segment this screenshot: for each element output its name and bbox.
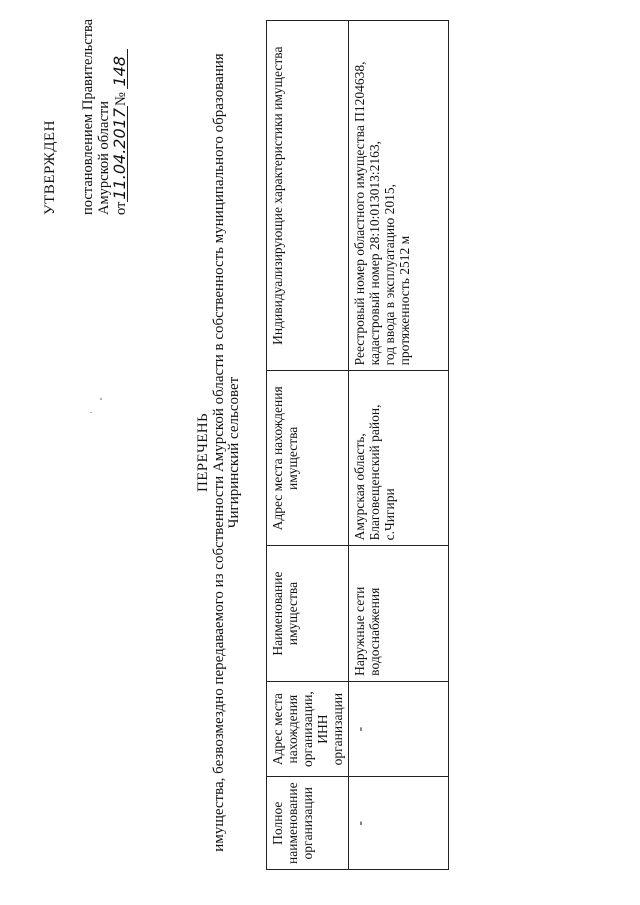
approval-number-prefix: № — [113, 92, 129, 106]
document-heading — [196, 0, 242, 905]
column-header-property-name: Наименование имущества — [267, 546, 349, 681]
approval-date-prefix: от — [113, 201, 129, 215]
column-header-characteristics: Индивидуализирующие характеристики имущества — [267, 21, 349, 371]
cell-characteristics — [349, 21, 449, 371]
scan-speck — [90, 412, 92, 413]
approval-line-2: Амурской области — [96, 101, 112, 215]
cell-property-address: Амурская область, Благовещенский район, с.Чигири — [349, 371, 449, 546]
document-subtitle-line-2: Чигиринский сельсовет — [226, 376, 242, 529]
approval-number: 148 — [112, 49, 128, 89]
table-header-row — [267, 21, 349, 870]
characteristic-line: протяженность 2512 м — [397, 235, 412, 366]
characteristic-line: год ввода в эксплуатацию 2015, — [382, 184, 397, 366]
approval-title: УТВЕРЖДЕН — [42, 120, 58, 215]
approval-stamp — [42, 5, 129, 215]
table-row — [349, 21, 449, 870]
document-title: ПЕРЕЧЕНЬ — [195, 412, 211, 493]
approval-date: 11.04.2017 — [110, 107, 129, 200]
cell-org-address: - — [349, 681, 449, 777]
characteristic-line: кадастровый номер 28:10:013013:2163, — [367, 141, 382, 366]
column-header-property-address: Адрес места нахождения имущества — [267, 371, 349, 546]
scan-speck — [100, 398, 102, 400]
cell-property-name: Наружные сети водоснабжения — [349, 546, 449, 681]
approval-date-number — [112, 5, 129, 215]
cell-org-name: - — [349, 777, 449, 870]
document-subtitle-line-1: имущества, безвозмездно передаваемого из собственности Амурской области в собственность муниципального образования — [211, 53, 227, 852]
column-header-org-name: Полное наименование организации — [267, 777, 349, 870]
column-header-org-address: Адрес места нахождения организации, ИНН организации — [267, 681, 349, 777]
approval-line-1: постановлением Правительства — [80, 18, 96, 215]
characteristic-line: Реестровый номер областного имущества П1204638, — [352, 61, 367, 366]
property-table — [266, 20, 449, 870]
